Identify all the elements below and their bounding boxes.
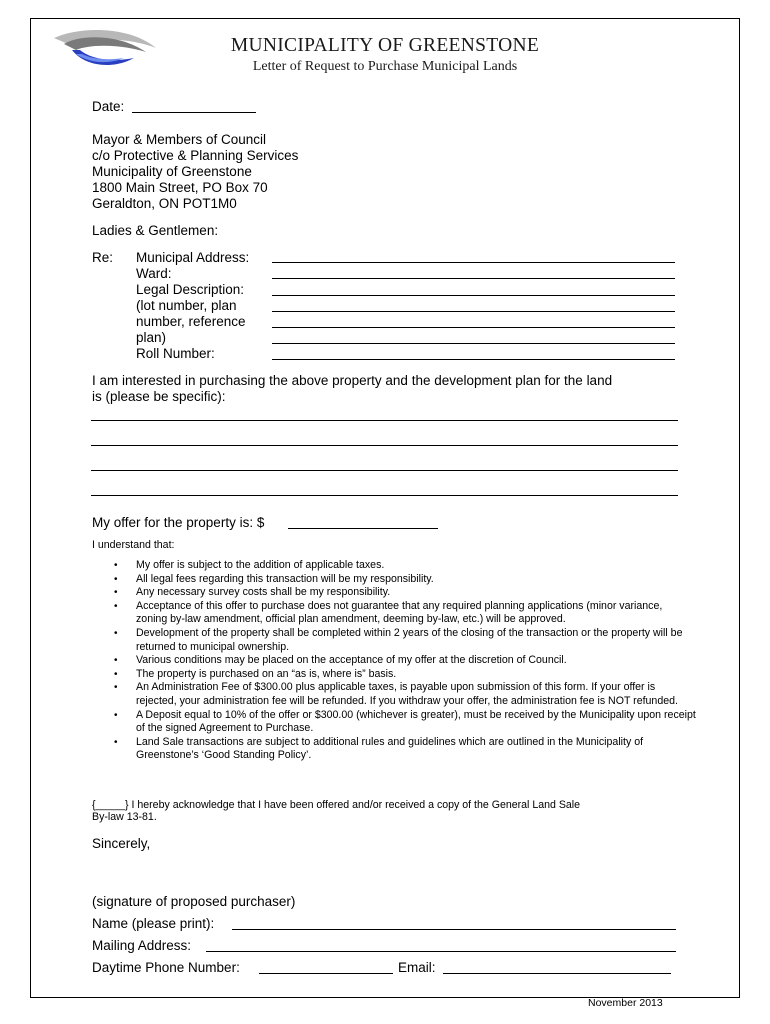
list-item: • Any necessary survey costs shall be my responsibility. — [136, 586, 696, 600]
address-line-4: 1800 Main Street, PO Box 70 — [92, 180, 268, 195]
address-line-2: c/o Protective & Planning Services — [92, 148, 299, 163]
salutation: Ladies & Gentlemen: — [92, 223, 219, 238]
ward-label: Ward: — [136, 266, 172, 281]
footer-date: November 2013 — [588, 997, 663, 1009]
address-line-1: Mayor & Members of Council — [92, 132, 267, 147]
acknowledge-line-1: {_____} I hereby acknowledge that I have been offered and/or received a copy of the General Land Sale — [92, 799, 581, 811]
municipal-address-field[interactable] — [272, 262, 675, 263]
interest-text-line-2: is (please be specific): — [92, 389, 226, 404]
offer-amount-field[interactable] — [288, 528, 438, 529]
address-line-5: Geraldton, ON POT1M0 — [92, 196, 237, 211]
mailing-address-field[interactable] — [206, 951, 676, 952]
list-item: • Development of the property shall be completed within 2 years of the closing of the transaction or the property will be returned to municipal ownership. — [136, 627, 696, 654]
page-subtitle: Letter of Request to Purchase Municipal Lands — [252, 59, 518, 74]
development-plan-field-4[interactable] — [91, 495, 678, 496]
page-title: MUNICIPALITY OF GREENSTONE — [230, 35, 540, 56]
greenstone-logo-icon — [50, 28, 160, 70]
name-label: Name (please print): — [92, 916, 215, 931]
list-item: • An Administration Fee of $300.00 plus applicable taxes, is payable upon submission of this form. If your offer is rejected, your administration fee will be refunded. If you withdraw your offer, the administration fee is NOT refunded. — [136, 681, 696, 708]
list-item: • My offer is subject to the addition of applicable taxes. — [136, 559, 696, 573]
development-plan-field-2[interactable] — [91, 445, 678, 446]
acknowledge-line-2: By-law 13-81. — [92, 811, 157, 823]
conditions-list — [136, 559, 696, 763]
date-label: Date: — [92, 99, 125, 114]
ward-field[interactable] — [272, 278, 675, 279]
legal-description-note-1: (lot number, plan — [136, 298, 237, 313]
interest-text-line-1: I am interested in purchasing the above property and the development plan for the land — [92, 373, 613, 388]
signature-label: (signature of proposed purchaser) — [92, 894, 296, 909]
name-field[interactable] — [232, 929, 676, 930]
list-item: • Land Sale transactions are subject to additional rules and guidelines which are outlined in the Municipality of Greenstone’s ‘Good Standing Policy’. — [136, 736, 696, 763]
phone-field[interactable] — [259, 973, 393, 974]
email-field[interactable] — [443, 973, 671, 974]
phone-label: Daytime Phone Number: — [92, 960, 240, 975]
list-item: • A Deposit equal to 10% of the offer or $300.00 (whichever is greater), must be received by the Municipality upon receipt of the signed Agreement to Purchase. — [136, 709, 696, 736]
list-item: • Various conditions may be placed on the acceptance of my offer at the discretion of Council. — [136, 654, 696, 668]
list-item: • All legal fees regarding this transaction will be my responsibility. — [136, 573, 696, 587]
email-label: Email: — [398, 960, 436, 975]
list-item: • The property is purchased on an “as is, where is” basis. — [136, 668, 696, 682]
mailing-address-label: Mailing Address: — [92, 938, 192, 953]
legal-description-note-2: number, reference — [136, 314, 246, 329]
development-plan-field-3[interactable] — [91, 470, 678, 471]
development-plan-field-1[interactable] — [91, 420, 678, 421]
legal-description-note-3: plan) — [136, 330, 167, 345]
legal-description-field-4[interactable] — [272, 343, 675, 344]
understand-label: I understand that: — [92, 539, 175, 551]
legal-description-label: Legal Description: — [136, 282, 245, 297]
closing: Sincerely, — [92, 836, 151, 851]
legal-description-field-3[interactable] — [272, 327, 675, 328]
legal-description-field-1[interactable] — [272, 295, 675, 296]
roll-number-field[interactable] — [272, 359, 675, 360]
re-label: Re: — [92, 250, 114, 265]
roll-number-label: Roll Number: — [136, 346, 215, 361]
municipal-address-label: Municipal Address: — [136, 250, 250, 265]
address-line-3: Municipality of Greenstone — [92, 164, 252, 179]
list-item: • Acceptance of this offer to purchase does not guarantee that any required planning applications (minor variance, zoning by-law amendment, official plan amendment, deeming by-law, etc.) will be approved. — [136, 600, 696, 627]
legal-description-field-2[interactable] — [272, 311, 675, 312]
date-field[interactable] — [132, 112, 256, 113]
offer-label: My offer for the property is: $ — [92, 515, 265, 530]
